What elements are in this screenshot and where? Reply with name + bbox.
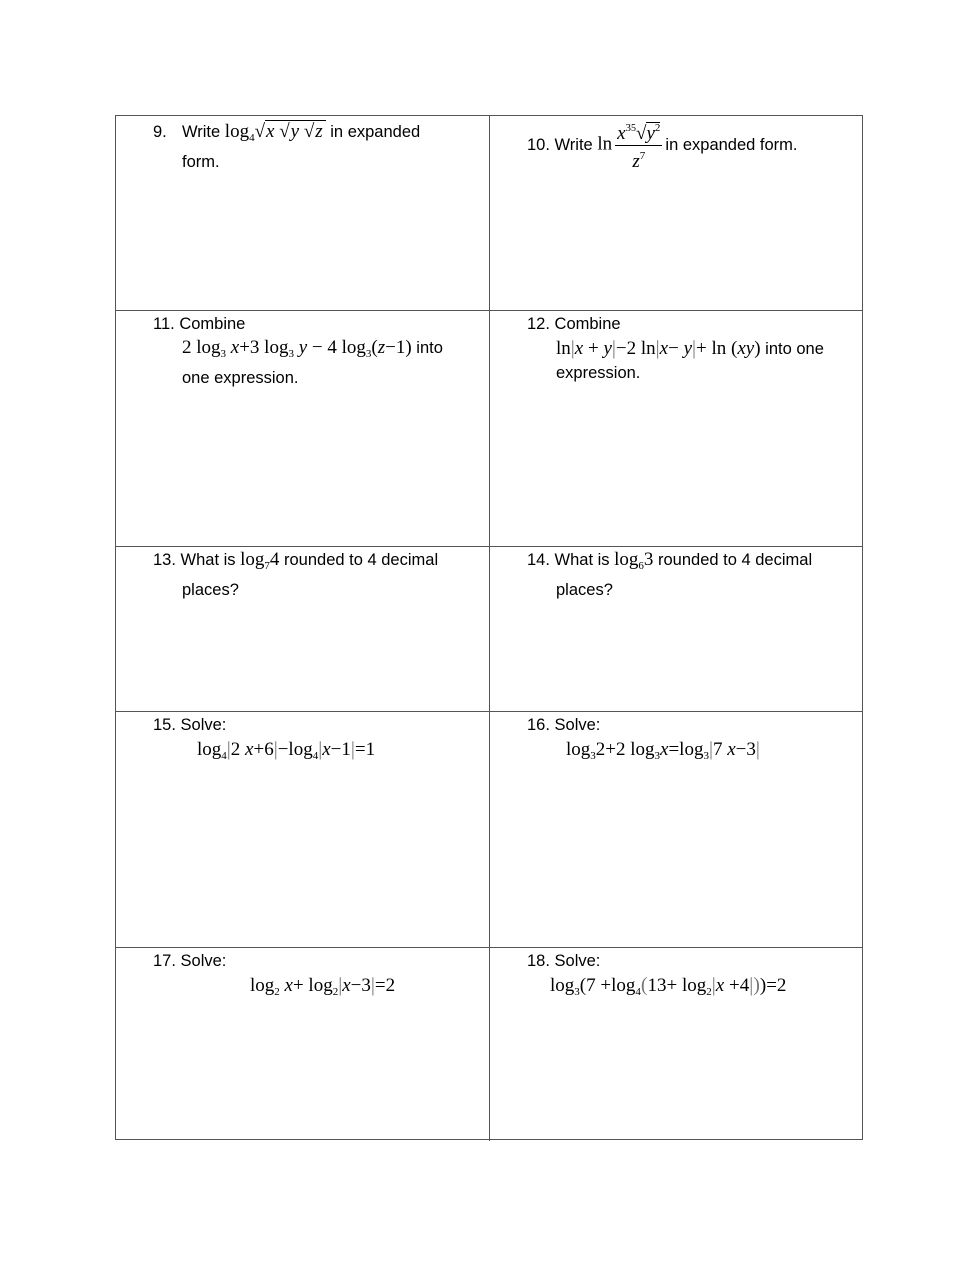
row-15-16	[116, 712, 862, 948]
problem-11-line1: Combine	[179, 315, 246, 333]
problem-15-expression: $\log_4|2$ $x+6|-\log_4|x-1|=1$	[197, 738, 376, 762]
problem-12-line1: Combine	[554, 315, 621, 333]
problem-11-post: into	[416, 339, 443, 357]
problem-17-cell	[116, 948, 490, 1141]
row-13-14	[116, 547, 862, 712]
row-17-18	[116, 948, 862, 1141]
problem-14-text	[527, 548, 862, 602]
worksheet-grid	[115, 115, 863, 1140]
problem-14-expression: $\log_63$	[614, 549, 654, 572]
problem-10-pre: Write	[554, 136, 593, 154]
problem-15-cell	[116, 712, 490, 947]
problem-18-label: Solve:	[554, 952, 601, 970]
problem-17-expression: $\log_2 x+ \log_2|x-3|=2$	[250, 974, 396, 998]
problem-number: 11.	[153, 315, 175, 333]
problem-12-text	[527, 312, 862, 385]
problem-15-label: Solve:	[180, 716, 227, 734]
problem-9-post2: form.	[182, 153, 220, 171]
problem-11-line3: one expression.	[182, 369, 299, 387]
problem-10-post: in expanded form.	[665, 136, 798, 154]
problem-number: 18.	[527, 952, 550, 970]
problem-number: 14.	[527, 551, 550, 569]
problem-11-expression: 2 $\log_3 x+3$ $\log_3 y - 4$ $\log_3(z-1)$	[182, 337, 412, 360]
problem-9-post: in expanded	[330, 123, 421, 141]
problem-11-cell	[116, 311, 490, 546]
problem-12-expression: ln|x + y|−2 ln|x− y|+ ln (xy)	[556, 337, 761, 359]
problem-10-text	[527, 118, 857, 172]
problem-9-pre: Write	[182, 123, 221, 141]
problem-number: 9.	[153, 123, 167, 141]
problem-13-expression: $\log_74$	[240, 549, 280, 572]
problem-17-text	[153, 949, 488, 1004]
problem-16-label: Solve:	[554, 716, 601, 734]
problem-18-text	[527, 949, 862, 1004]
problem-number: 15.	[153, 716, 176, 734]
problem-number: 13.	[153, 551, 176, 569]
problem-14-line2: places?	[556, 581, 613, 599]
problem-10-expression: ln $\frac{x^{35}√y^2}{z^7}$	[597, 118, 665, 172]
problem-9-cell	[116, 116, 490, 310]
problem-13-cell	[116, 547, 490, 711]
problem-10-cell	[490, 116, 862, 310]
problem-13-post: rounded to 4 decimal	[284, 551, 439, 569]
problem-number: 10.	[527, 136, 550, 154]
problem-16-expression: $\log_32+2$ $\log_3x=\log_3|7$ x−3|	[566, 738, 760, 762]
problem-11-text	[153, 312, 488, 390]
problem-12-post: into one	[765, 340, 824, 358]
problem-18-cell	[490, 948, 862, 1141]
problem-number: 16.	[527, 716, 550, 734]
problem-16-text	[527, 713, 862, 768]
problem-13-line2: places?	[182, 581, 239, 599]
problem-13-pre: What is	[180, 551, 236, 569]
problem-14-cell	[490, 547, 862, 711]
problem-12-line3: expression.	[556, 364, 641, 382]
problem-9-text	[153, 120, 483, 174]
problem-15-text	[153, 713, 488, 768]
problem-9-expression: $\log_4√x$ √y √z	[225, 121, 326, 142]
problem-14-post: rounded to 4 decimal	[658, 551, 813, 569]
problem-16-cell	[490, 712, 862, 947]
problem-13-text	[153, 548, 488, 602]
problem-number: 17.	[153, 952, 176, 970]
row-9-10	[116, 116, 862, 311]
row-11-12	[116, 311, 862, 547]
problem-12-cell	[490, 311, 862, 546]
problem-17-label: Solve:	[180, 952, 227, 970]
problem-18-expression: $\log_3(7 +\log_4(13+ \log_2|x +4|))=2$	[550, 974, 787, 998]
problem-number: 12.	[527, 315, 550, 333]
problem-14-pre: What is	[554, 551, 610, 569]
